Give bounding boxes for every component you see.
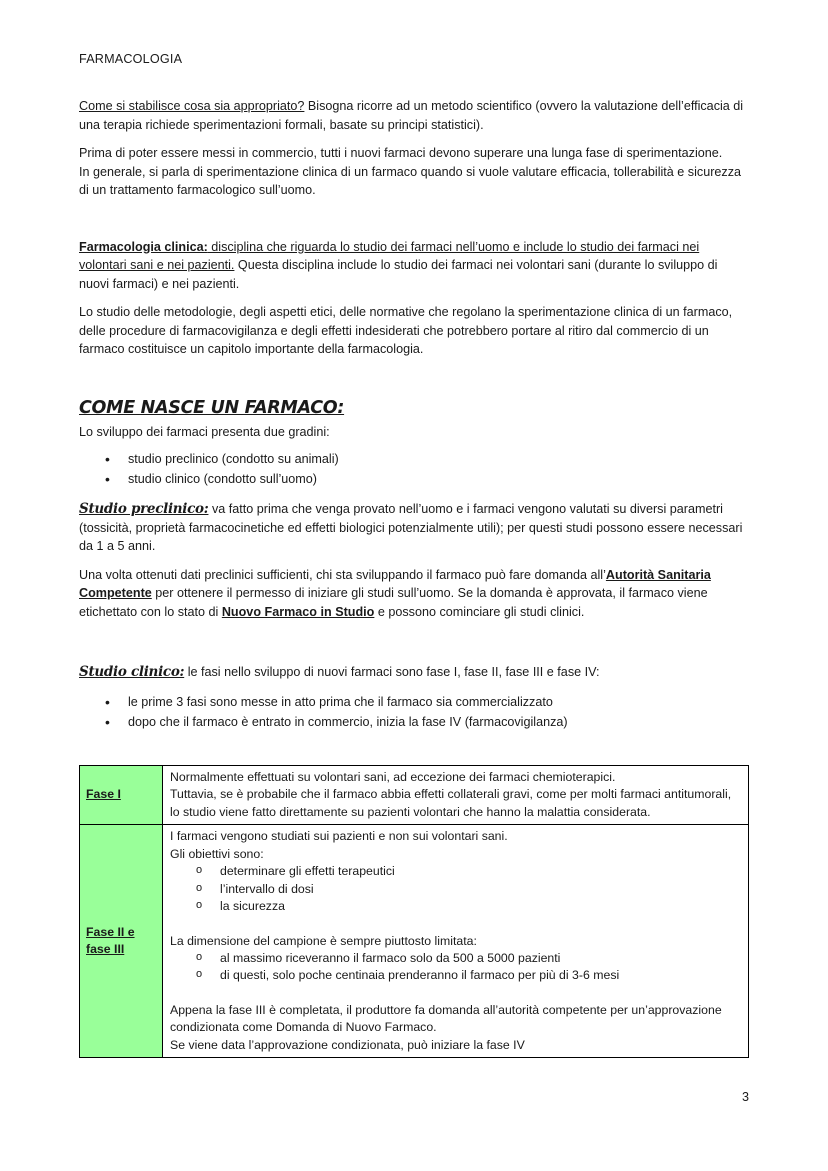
clinico-label: Studio clinico: <box>79 664 185 680</box>
phases-table <box>79 765 749 1058</box>
table-row <box>80 825 749 1058</box>
phase2-label-b: fase III <box>86 942 125 957</box>
list-item: o di questi, solo poche centinaia prenderanno il farmaco per più di 3-6 mesi <box>220 967 741 985</box>
intro-answer: Bisogna ricorre ad un metodo scientifico (ovvero la valutazione dell’efficacia di una terapia richiede sperimentazioni formali, basate su principi statistici). <box>79 99 744 132</box>
phase-desc-2 <box>163 825 749 1058</box>
phase-label-2 <box>80 825 163 1058</box>
running-header: FARMACOLOGIA <box>79 52 183 66</box>
page-body <box>79 97 749 732</box>
list-item: • studio preclinico (condotto su animali) <box>128 449 749 469</box>
list-item: o determinare gli effetti terapeutici <box>220 863 741 881</box>
clinica-paragraph <box>79 238 749 294</box>
phase1-line: Normalmente effettuati su volontari sani, ad eccezione dei farmaci chemioterapici. <box>170 770 616 784</box>
list-item: o l’intervallo di dosi <box>220 881 741 899</box>
nasce-intro: Lo sviluppo dei farmaci presenta due gradini: <box>79 424 330 439</box>
page-number: 3 <box>742 1090 750 1104</box>
clinica-definition: disciplina che riguarda lo studio dei farmaci nell’uomo e include lo studio dei farmaci nei volontari sani e nei pazienti. <box>79 239 700 272</box>
list-item: o la sicurezza <box>220 898 741 916</box>
clinico-paragraph <box>79 663 749 682</box>
preclinico-label: Studio preclinico: <box>79 501 209 517</box>
phase-label-1: Fase I <box>80 766 163 825</box>
phase2-line: Gli obiettivi sono: <box>170 846 264 861</box>
sample-list <box>170 950 741 985</box>
table-row <box>80 766 749 825</box>
list-item: o al massimo riceveranno il farmaco solo da 500 a 5000 pazienti <box>220 950 741 968</box>
preclinico-p2a: Una volta ottenuti dati preclinici sufficienti, chi sta sviluppando il farmaco può fare domanda all’ <box>79 567 606 582</box>
preclinico-text: va fatto prima che venga provato nell’uomo e i farmaci vengono valutati su diversi parametri (tossicità, proprietà farmacocinetiche ed effetti biologici potenzialmente utili); per questi studi possono essere necessari da 1 a 5 anni. <box>79 502 743 553</box>
intro-paragraph-2 <box>79 144 749 200</box>
goals-list <box>170 863 741 916</box>
list-item: • studio clinico (condotto sull’uomo) <box>128 469 749 489</box>
phase2-line: Se viene data l’approvazione condizionata, può iniziare la fase IV <box>170 1037 525 1052</box>
preclinico-paragraph <box>79 500 749 556</box>
phase2-line: Appena la fase III è completata, il produttore fa domanda all’autorità competente per un’approvazione condizionata come Domanda di Nuovo Farmaco. <box>170 1002 722 1035</box>
intro-question: Come si stabilisce cosa sia appropriato? <box>79 99 305 113</box>
nuovo-farmaco-text: Nuovo Farmaco in Studio <box>221 604 375 619</box>
phase2-line: I farmaci vengono studiati sui pazienti e non sui volontari sani. <box>170 829 508 844</box>
intro-p2-text: Prima di poter essere messi in commercio, tutti i nuovi farmaci devono superare una lunga fase di sperimentazione. <box>79 146 723 160</box>
phase2-label-a: Fase II e <box>86 924 135 939</box>
clinico-bullet-list <box>79 692 749 732</box>
list-item: • le prime 3 fasi sono messe in atto prima che il farmaco sia commercializzato <box>128 692 749 712</box>
section-title-nasce: COME NASCE UN FARMACO: <box>79 397 345 418</box>
list-item: • dopo che il farmaco è entrato in commercio, inizia la fase IV (farmacovigilanza) <box>128 712 749 732</box>
preclinico-paragraph-2 <box>79 566 749 622</box>
clinico-text: le fasi nello sviluppo di nuovi farmaci sono fase I, fase II, fase III e fase IV: <box>184 665 600 679</box>
phase2-line: La dimensione del campione è sempre piuttosto limitata: <box>170 933 477 948</box>
clinica-rest: Questa disciplina include lo studio dei farmaci nei volontari sani (durante lo sviluppo di nuovi farmaci) e nei pazienti. <box>79 258 718 291</box>
clinica-term: Farmacologia clinica: <box>79 239 208 254</box>
intro-p3-text: In generale, si parla di sperimentazione clinica di un farmaco quando si vuole valutare efficacia, tollerabilità e sicurezza di un trattamento farmacologico sull’uomo. <box>79 164 742 197</box>
autorita-link-text: Autorità Sanitaria Competente <box>79 567 711 600</box>
phase-desc-1 <box>163 766 749 825</box>
preclinico-p2c: per ottenere il permesso di iniziare gli studi sull’uomo. Se la domanda è approvata, il farmaco viene etichettato con lo stato di <box>79 586 708 619</box>
phase1-line: Tuttavia, se è probabile che il farmaco abbia effetti collaterali gravi, come per molti farmaci antitumorali, lo studio viene fatto direttamente su pazienti volontari che hanno la malattia considerata. <box>170 787 732 819</box>
preclinico-p2e: e possono cominciare gli studi clinici. <box>374 604 585 619</box>
intro-paragraph <box>79 97 749 134</box>
nasce-bullet-list <box>79 449 749 489</box>
clinica-paragraph-2: Lo studio delle metodologie, degli aspetti etici, delle normative che regolano la sperimentazione clinica di un farmaco, delle procedure di farmacovigilanza e degli effetti indesiderati che potrebbero portare al ritiro dal commercio di un farmaco costituisce un capitolo importante della farmacologia. <box>79 305 733 356</box>
